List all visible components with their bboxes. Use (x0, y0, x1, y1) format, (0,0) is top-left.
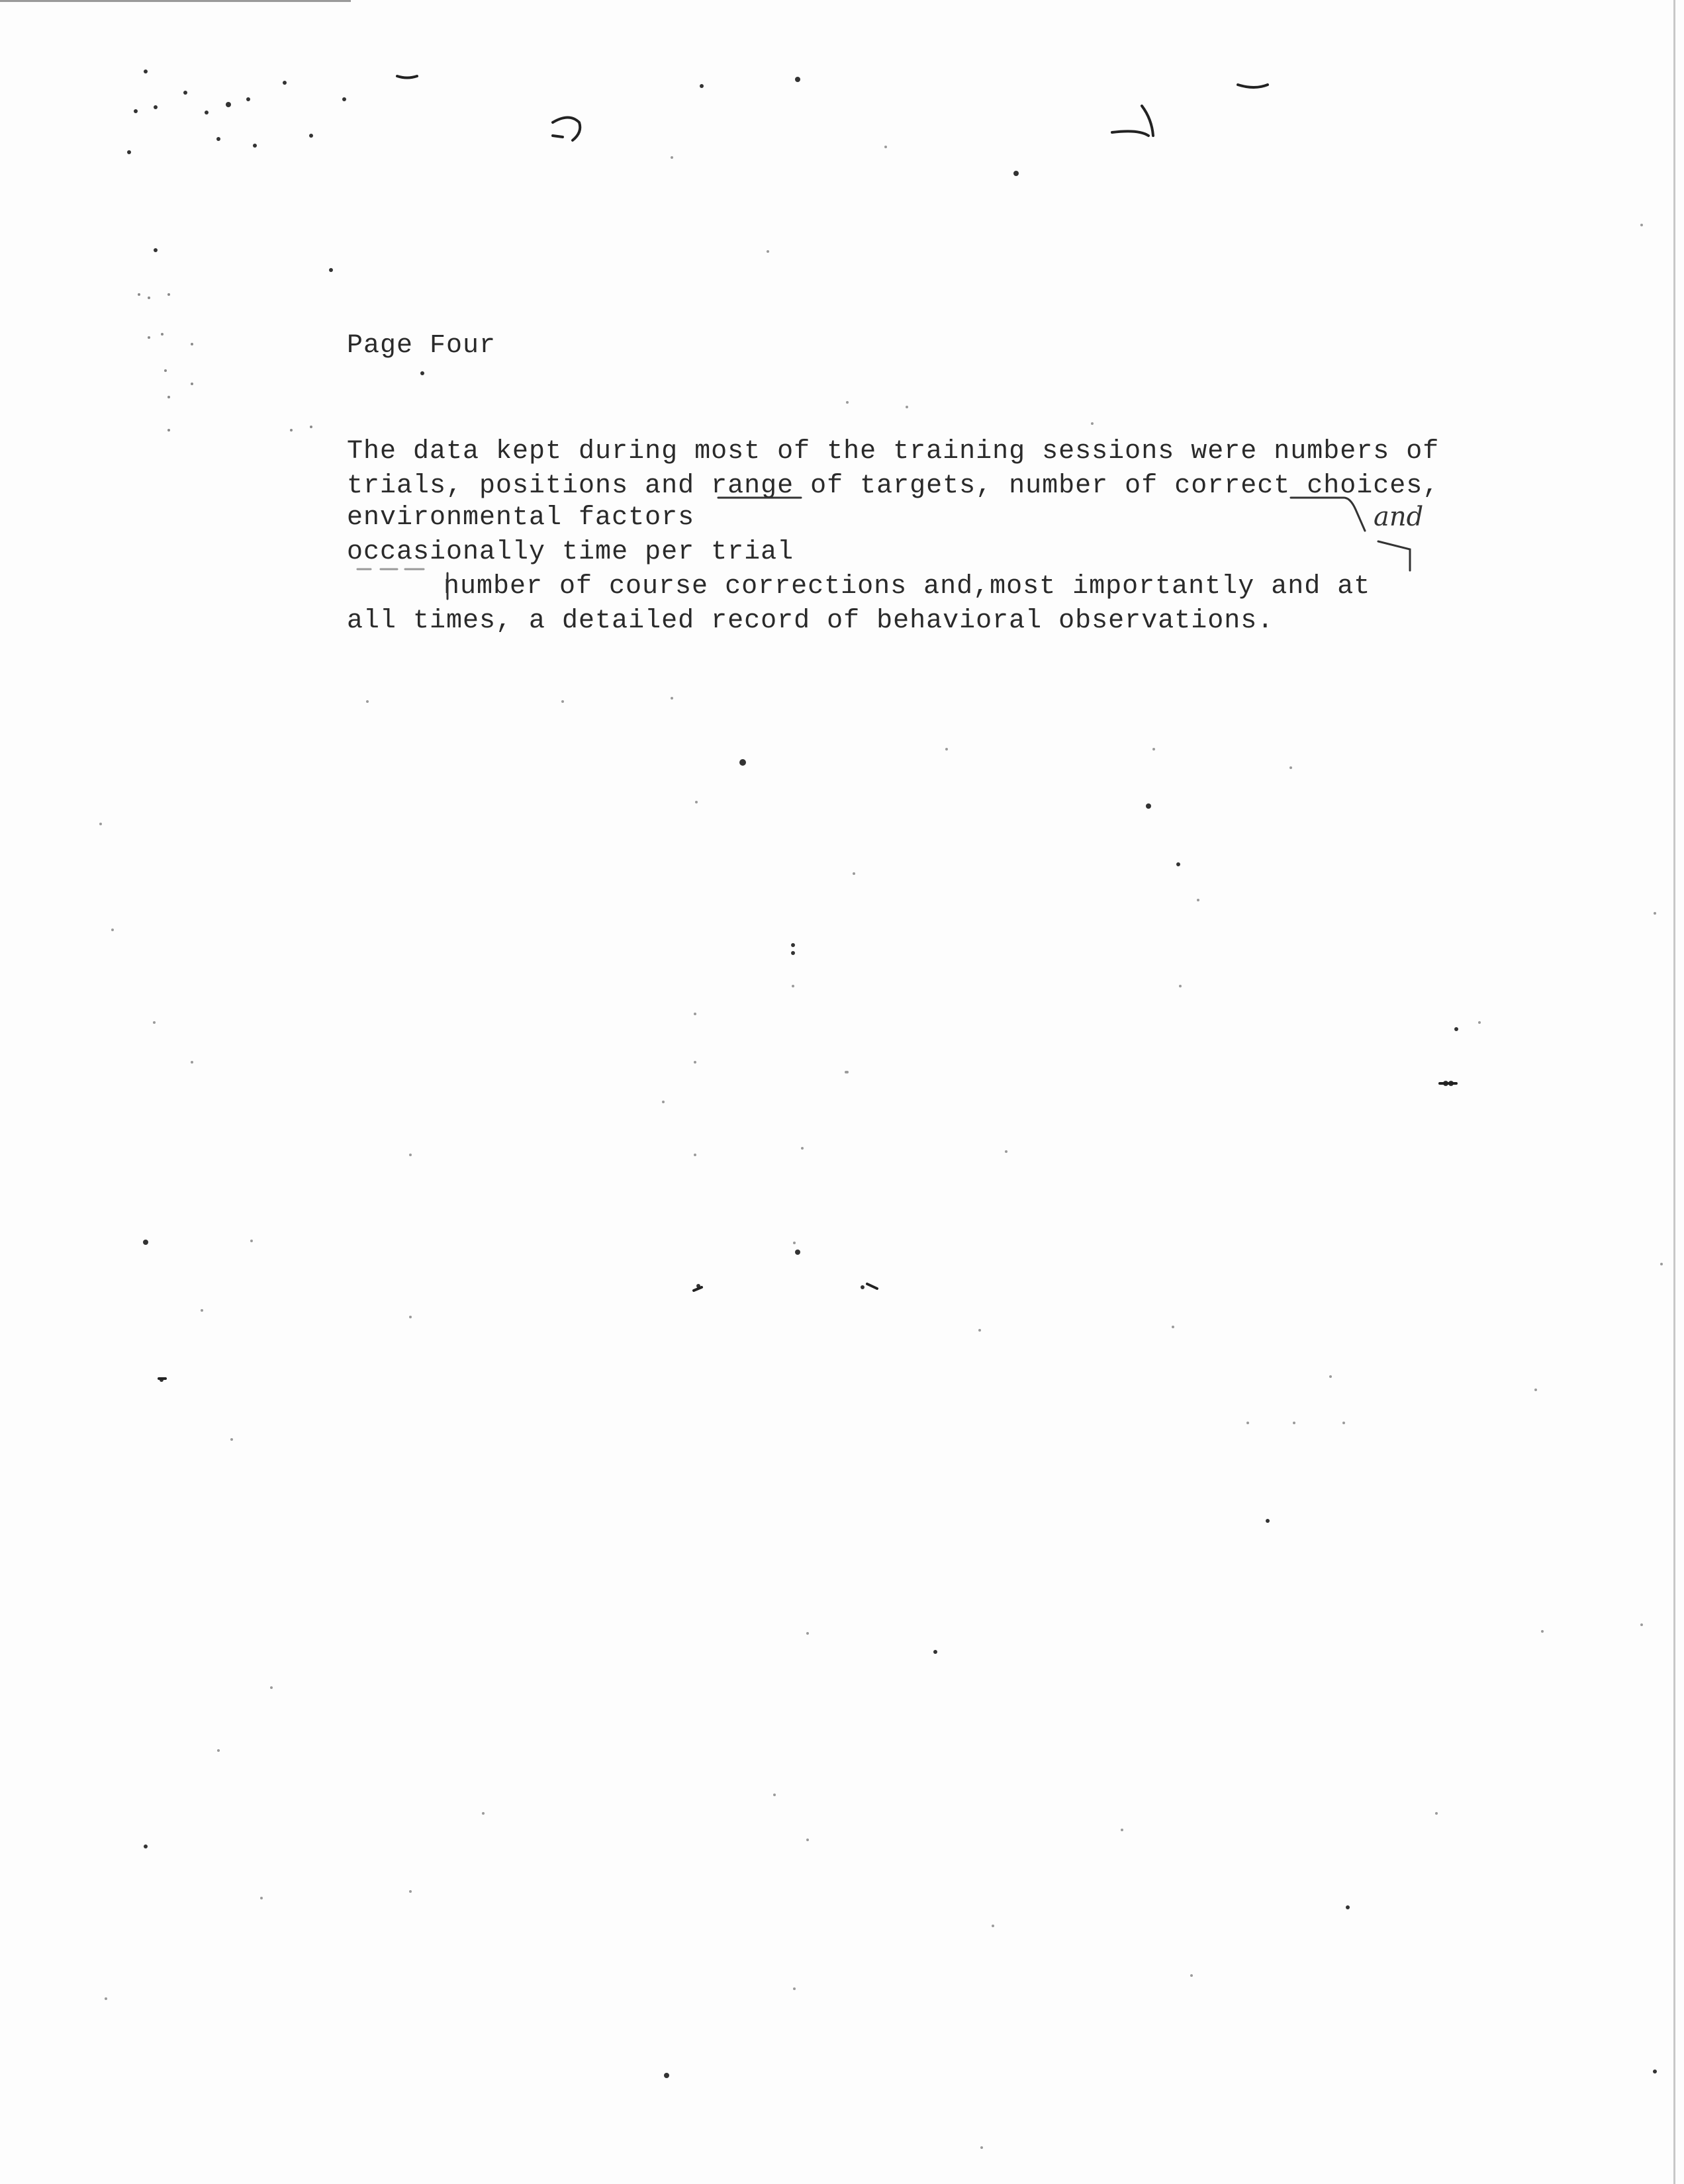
paragraph-line-4: occasionally time per trial (347, 537, 794, 567)
paragraph-line-6: all times, a detailed record of behavioral observations. (347, 606, 1274, 636)
handwritten-insert: and (1374, 502, 1424, 532)
paragraph-line-1: The data kept during most of the training sessions were numbers of (347, 437, 1440, 467)
insert-curve-mark (1291, 498, 1365, 531)
bracket-mark-right (1378, 541, 1410, 570)
paragraph-line-2: trials, positions and range of targets, number of correct choices, (347, 471, 1440, 501)
paragraph-line-5: number of course corrections and,most importantly and at (444, 572, 1371, 602)
paragraph-line-3: environmental factors (347, 503, 695, 533)
page-label: Page Four (347, 331, 496, 361)
